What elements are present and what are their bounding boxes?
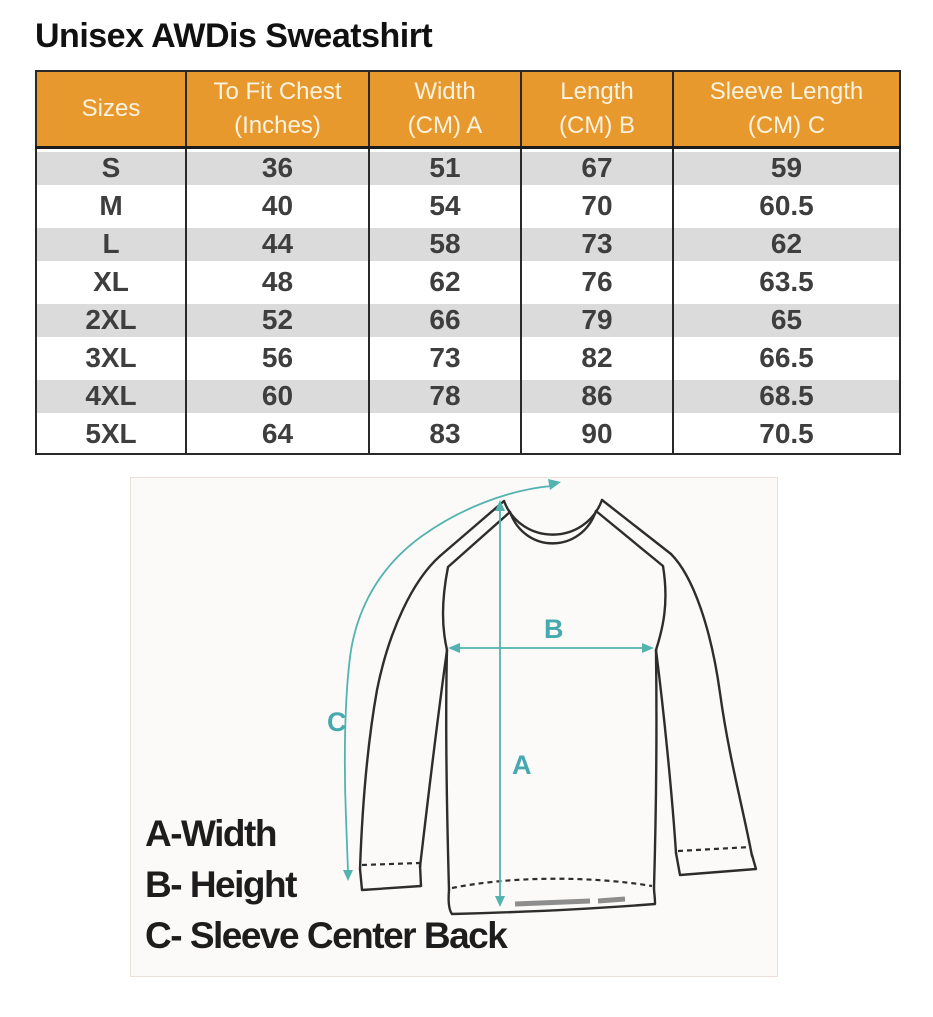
size-row-5xl xyxy=(36,415,900,454)
column-header-sizes: Sizes xyxy=(36,71,186,147)
size-label-cell: 5XL xyxy=(36,415,186,454)
size-row-2xl xyxy=(36,301,900,339)
column-header-length: Length (CM) B xyxy=(521,71,673,147)
size-row-4xl xyxy=(36,377,900,415)
measurement-value-cell: 76 xyxy=(521,263,673,301)
measurement-value-cell: 44 xyxy=(186,225,369,263)
measurement-value-cell: 51 xyxy=(369,147,521,187)
measurement-value-cell: 63.5 xyxy=(673,263,900,301)
measure-c-top-arrow xyxy=(548,479,561,490)
measurement-value-cell: 83 xyxy=(369,415,521,454)
measurement-value-cell: 62 xyxy=(369,263,521,301)
measurement-value-cell: 60.5 xyxy=(673,187,900,225)
measurement-value-cell: 90 xyxy=(521,415,673,454)
measurement-value-cell: 73 xyxy=(521,225,673,263)
legend-line-b: B- Height xyxy=(145,863,296,905)
measure-a-label: A xyxy=(512,749,532,780)
measurement-value-cell: 40 xyxy=(186,187,369,225)
measurement-value-cell: 68.5 xyxy=(673,377,900,415)
size-label-cell: XL xyxy=(36,263,186,301)
collar-inner-line xyxy=(510,511,596,543)
measurement-value-cell: 79 xyxy=(521,301,673,339)
size-table-header-row xyxy=(36,71,900,147)
size-label-cell: 4XL xyxy=(36,377,186,415)
measurement-value-cell: 78 xyxy=(369,377,521,415)
measurement-value-cell: 70.5 xyxy=(673,415,900,454)
size-chart-table xyxy=(35,70,901,455)
measure-b-label: B xyxy=(544,613,564,644)
measurement-value-cell: 58 xyxy=(369,225,521,263)
measurement-value-cell: 73 xyxy=(369,339,521,377)
size-label-cell: S xyxy=(36,147,186,187)
measure-c-label: C xyxy=(327,706,347,737)
legend-line-a: A-Width xyxy=(145,812,276,854)
body-right-side xyxy=(654,650,656,888)
column-header-width: Width (CM) A xyxy=(369,71,521,147)
right-cuff-outline xyxy=(676,853,756,875)
measure-b-right-arrow xyxy=(642,643,654,653)
measurement-value-cell: 52 xyxy=(186,301,369,339)
measurement-value-cell: 54 xyxy=(369,187,521,225)
size-row-xl xyxy=(36,263,900,301)
size-label-cell: 3XL xyxy=(36,339,186,377)
size-row-l xyxy=(36,225,900,263)
waistband-shading xyxy=(515,899,625,904)
measurement-value-cell: 70 xyxy=(521,187,673,225)
legend-line-c: C- Sleeve Center Back xyxy=(145,914,507,956)
measurement-value-cell: 67 xyxy=(521,147,673,187)
column-header-to-fit-chest: To Fit Chest (Inches) xyxy=(186,71,369,147)
right-sleeve-inner xyxy=(656,650,676,853)
size-label-cell: M xyxy=(36,187,186,225)
right-raglan-seam xyxy=(596,511,665,650)
right-shoulder-line xyxy=(602,500,671,554)
measurement-value-cell: 66.5 xyxy=(673,339,900,377)
size-label-cell: 2XL xyxy=(36,301,186,339)
measurement-value-cell: 59 xyxy=(673,147,900,187)
measurement-value-cell: 56 xyxy=(186,339,369,377)
collar-outline xyxy=(504,500,602,535)
measurement-value-cell: 86 xyxy=(521,377,673,415)
measurement-value-cell: 64 xyxy=(186,415,369,454)
measure-b-left-arrow xyxy=(448,643,460,653)
measurement-value-cell: 36 xyxy=(186,147,369,187)
measurement-legend xyxy=(145,808,506,961)
measurement-value-cell: 48 xyxy=(186,263,369,301)
size-label-cell: L xyxy=(36,225,186,263)
measurement-value-cell: 60 xyxy=(186,377,369,415)
column-header-sleeve-length: Sleeve Length (CM) C xyxy=(673,71,900,147)
measurement-value-cell: 62 xyxy=(673,225,900,263)
right-sleeve-outer xyxy=(671,554,752,856)
measurement-value-cell: 65 xyxy=(673,301,900,339)
page-title: Unisex AWDis Sweatshirt xyxy=(35,17,433,55)
right-cuff-stitch xyxy=(678,847,751,851)
size-row-s xyxy=(36,147,900,187)
size-row-m xyxy=(36,187,900,225)
measurement-value-cell: 82 xyxy=(521,339,673,377)
size-row-3xl xyxy=(36,339,900,377)
measurement-value-cell: 66 xyxy=(369,301,521,339)
sweatshirt-measurement-diagram xyxy=(130,477,778,977)
left-shoulder-line xyxy=(440,501,504,556)
